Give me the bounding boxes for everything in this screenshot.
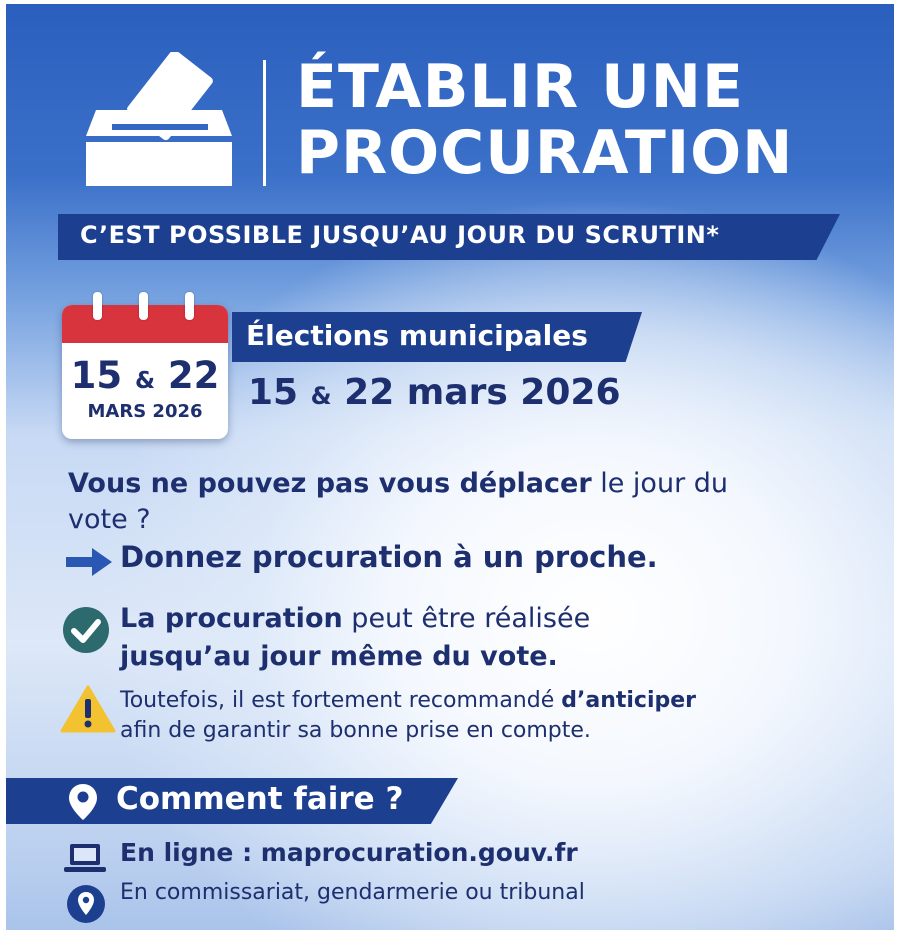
procuration-normal-1: peut être réalisée	[342, 603, 591, 634]
calendar-ring	[185, 292, 194, 320]
location-pin-icon	[66, 884, 106, 924]
title-divider	[263, 60, 266, 186]
in-person-text: En commissariat, gendarmerie ou tribunal	[120, 880, 585, 905]
action-text: Donnez procuration à un proche.	[120, 540, 658, 574]
how-title: Comment faire ?	[116, 781, 404, 817]
warning-line-1	[120, 686, 696, 716]
election-day-1: 15	[248, 372, 299, 413]
ballot-box-icon	[72, 52, 242, 192]
title-line-2: PROCURATION	[296, 118, 794, 188]
title-line-1: ÉTABLIR UNE	[296, 52, 744, 122]
calendar-month: MARS 2026	[87, 401, 203, 422]
election-label: Élections municipales	[246, 319, 588, 352]
procuration-bold-1: La procuration	[120, 603, 343, 634]
laptop-icon	[64, 842, 106, 874]
calendar-icon	[62, 305, 228, 439]
election-date	[248, 372, 621, 413]
subtitle-text: C’EST POSSIBLE JUSQU’AU JOUR DU SCRUTIN*	[80, 221, 720, 249]
calendar-amp: &	[134, 368, 156, 394]
procuration-line-2	[120, 638, 590, 676]
calendar-days	[62, 354, 228, 397]
calendar-day-2: 22	[167, 354, 220, 397]
warning-normal: Toutefois, il est fortement recommandé	[120, 688, 562, 713]
calendar-ring	[93, 292, 102, 320]
procuration-line-1	[120, 600, 590, 638]
question-bold: Vous ne pouvez pas vous déplacer	[68, 468, 592, 499]
procuration-text	[120, 600, 590, 676]
procuration-bold-2: jusqu’au jour même du vote.	[120, 641, 558, 672]
calendar-ring	[139, 292, 148, 320]
warning-bold: d’anticiper	[561, 688, 697, 713]
page-title	[296, 54, 793, 186]
calendar-day-1: 15	[70, 354, 123, 397]
arrow-right-icon	[66, 547, 112, 577]
election-date-rest: 22 mars 2026	[344, 372, 621, 413]
warning-icon	[60, 684, 116, 734]
online-text: En ligne : maprocuration.gouv.fr	[120, 838, 578, 867]
location-pin-icon	[68, 783, 98, 821]
election-amp: &	[310, 382, 332, 410]
question-normal: le jour du vote ?	[68, 468, 729, 535]
warning-text	[120, 686, 696, 746]
question-text	[68, 466, 788, 538]
warning-line-2: afin de garantir sa bonne prise en compte.	[120, 718, 591, 743]
check-circle-icon	[62, 606, 110, 654]
poster	[6, 4, 894, 930]
